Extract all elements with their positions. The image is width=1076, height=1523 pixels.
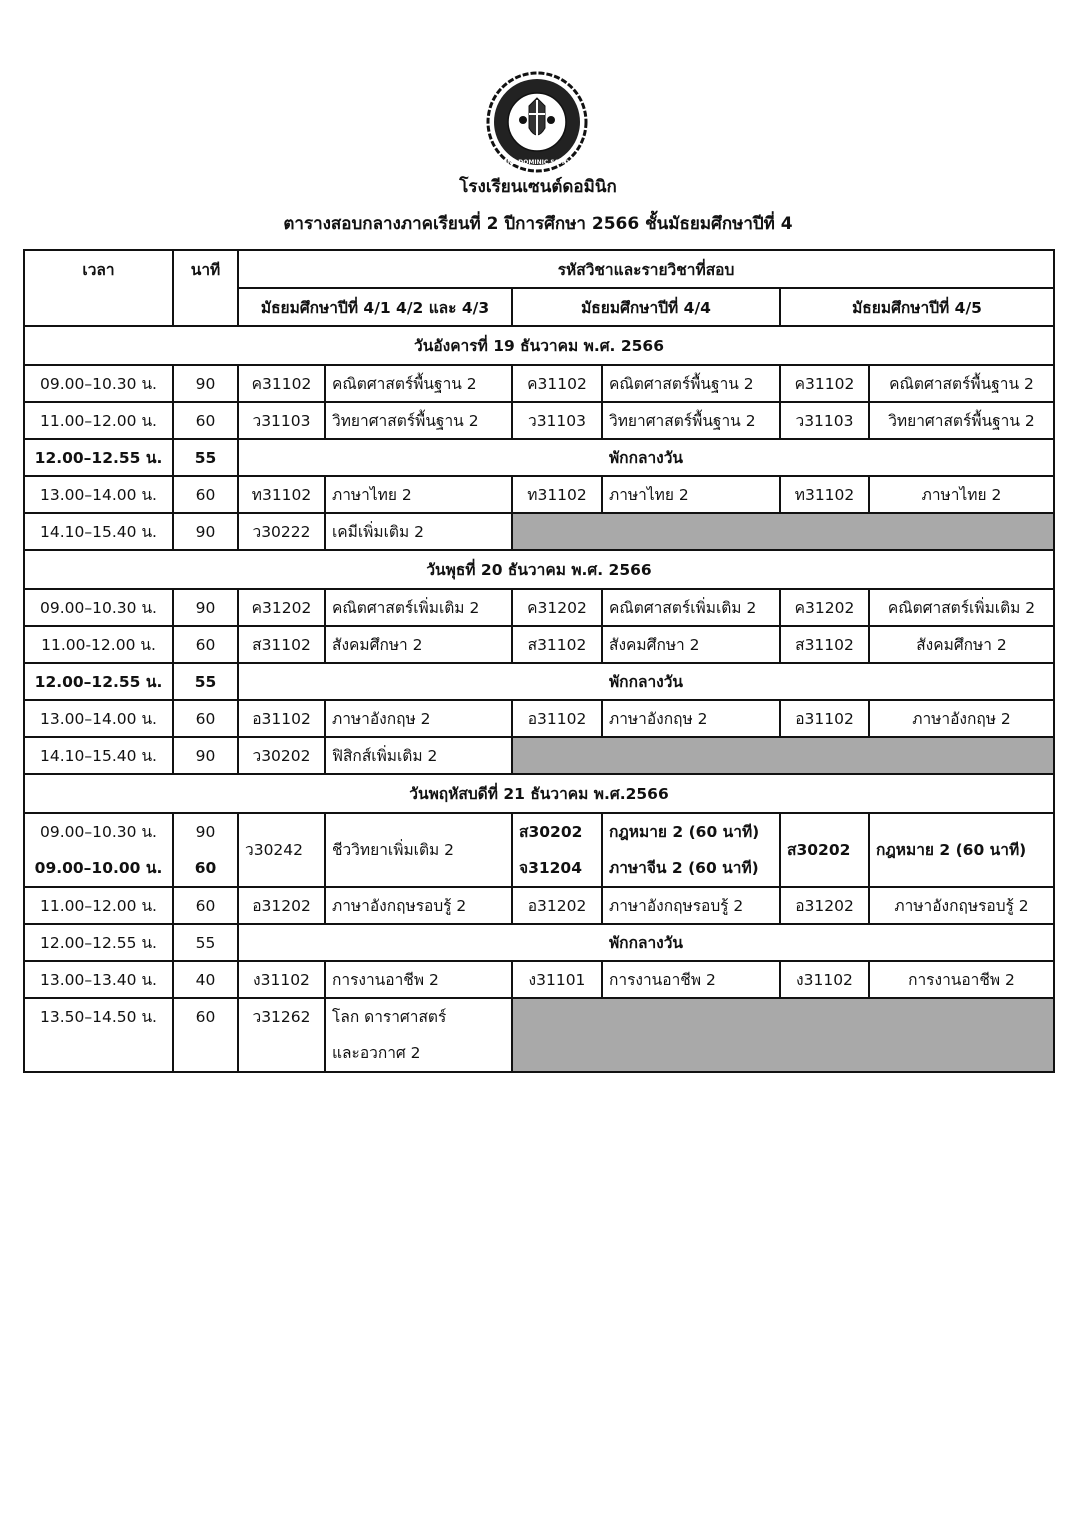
subject-cell-group3-line-1: กฎหมาย 2 (60 นาที) (876, 841, 1027, 859)
exam-title: ตารางสอบกลางภาคเรียนที่ 2 ปีการศึกษา 2566 ชั้นมัธยมศึกษาปีที่ 4 (283, 214, 793, 234)
code-cell-group2 (512, 813, 602, 887)
time-cell: 11.00–12.00 น. (24, 887, 173, 924)
time-cell-line-1: 09.00–10.30 น. (40, 823, 157, 841)
table-row (24, 513, 1054, 550)
subject-cell-group3: ภาษาไทย 2 (869, 476, 1054, 513)
table-row (24, 402, 1054, 439)
no-exam-shaded-cell (512, 513, 1054, 550)
code-cell-group3: ท31102 (780, 476, 869, 513)
minutes-cell: 60 (173, 700, 238, 737)
code-cell-group1: อ31202 (238, 887, 325, 924)
subject-cell-group1 (325, 998, 512, 1072)
subject-cell-group2: ภาษาไทย 2 (602, 476, 780, 513)
code-cell-group3: ค31102 (780, 365, 869, 402)
time-cell: 12.00–12.55 น. (24, 663, 173, 700)
table-row (24, 476, 1054, 513)
subject-cell-group2-line-2: ภาษาจีน 2 (60 นาที) (609, 859, 759, 877)
exam-schedule-table (23, 249, 1055, 1073)
code-cell-group3: อ31102 (780, 700, 869, 737)
minutes-cell: 55 (173, 663, 238, 700)
code-cell-group2: ท31102 (512, 476, 602, 513)
subject-cell-group3 (869, 813, 1054, 887)
table-row (24, 961, 1054, 998)
col-header-minutes: นาที (173, 250, 238, 326)
col-header-subjects: รหัสวิชาและรายวิชาที่สอบ (238, 250, 1054, 288)
code-cell-group2-line-2: จ31204 (519, 859, 583, 877)
code-cell-group1: อ31102 (238, 700, 325, 737)
minutes-cell-line-2: 60 (194, 859, 217, 877)
subject-cell-group3: วิทยาศาสตร์พื้นฐาน 2 (869, 402, 1054, 439)
minutes-cell: 60 (173, 998, 238, 1072)
code-cell-group3: ส31102 (780, 626, 869, 663)
code-cell-group3: ง31102 (780, 961, 869, 998)
col-header-time: เวลา (24, 250, 173, 326)
subject-cell-group1: สังคมศึกษา 2 (325, 626, 512, 663)
time-cell: 11.00–12.00 น. (24, 402, 173, 439)
code-cell-group2: ค31102 (512, 365, 602, 402)
code-cell-group1: ว30222 (238, 513, 325, 550)
minutes-cell: 90 (173, 737, 238, 774)
subject-cell-group3: การงานอาชีพ 2 (869, 961, 1054, 998)
code-cell-group1: ท31102 (238, 476, 325, 513)
subject-cell-group2: วิทยาศาสตร์พื้นฐาน 2 (602, 402, 780, 439)
code-cell-group2-line-1: ส30202 (519, 823, 583, 841)
table-row (24, 365, 1054, 402)
code-cell-group1 (238, 813, 325, 887)
code-cell-group1: ส31102 (238, 626, 325, 663)
group-header-2: มัธยมศึกษาปีที่ 4/4 (512, 288, 780, 326)
school-name: โรงเรียนเซนต์ดอมินิก (459, 177, 617, 197)
subject-cell-group1: วิทยาศาสตร์พื้นฐาน 2 (325, 402, 512, 439)
minutes-cell: 60 (173, 476, 238, 513)
day-header: วันพฤหัสบดีที่ 21 ธันวาคม พ.ศ.2566 (24, 774, 1054, 813)
table-row (24, 737, 1054, 774)
time-cell: 14.10–15.40 น. (24, 737, 173, 774)
subject-cell-group1-line-1: ชีววิทยาเพิ่มเติม 2 (332, 841, 455, 859)
minutes-cell: 60 (173, 626, 238, 663)
code-cell-group1: ว31103 (238, 402, 325, 439)
subject-cell-group2: การงานอาชีพ 2 (602, 961, 780, 998)
time-cell: 12.00–12.55 น. (24, 439, 173, 476)
subject-cell-group1: การงานอาชีพ 2 (325, 961, 512, 998)
code-cell-group3: ค31202 (780, 589, 869, 626)
group-header-3: มัธยมศึกษาปีที่ 4/5 (780, 288, 1054, 326)
subject-cell-group2: คณิตศาสตร์เพิ่มเติม 2 (602, 589, 780, 626)
code-cell-group2: อ31102 (512, 700, 602, 737)
svg-text:SAINT DOMINIC SCHOOL: SAINT DOMINIC SCHOOL (495, 159, 579, 166)
school-logo (485, 70, 589, 174)
time-cell: 11.00-12.00 น. (24, 626, 173, 663)
subject-cell-group1: คณิตศาสตร์พื้นฐาน 2 (325, 365, 512, 402)
table-row (24, 887, 1054, 924)
table-row (24, 700, 1054, 737)
subject-cell-group3: ภาษาอังกฤษ 2 (869, 700, 1054, 737)
no-exam-shaded-cell (512, 737, 1054, 774)
table-row (24, 924, 1054, 961)
code-cell-group1: ค31102 (238, 365, 325, 402)
subject-cell-group2: คณิตศาสตร์พื้นฐาน 2 (602, 365, 780, 402)
subject-cell-group1: ภาษาอังกฤษรอบรู้ 2 (325, 887, 512, 924)
subject-cell-group3: สังคมศึกษา 2 (869, 626, 1054, 663)
minutes-cell: 90 (173, 365, 238, 402)
code-cell-group2: อ31202 (512, 887, 602, 924)
code-cell-group3 (780, 813, 869, 887)
subject-cell-group1: ฟิสิกส์เพิ่มเติม 2 (325, 737, 512, 774)
time-cell: 13.00–14.00 น. (24, 700, 173, 737)
table-row (24, 589, 1054, 626)
code-cell-group1-line-1: ว30242 (245, 841, 304, 859)
minutes-cell: 40 (173, 961, 238, 998)
subject-cell-group2 (602, 813, 780, 887)
time-cell: 13.50–14.50 น. (24, 998, 173, 1072)
lunch-break: พักกลางวัน (238, 924, 1054, 961)
minutes-cell: 90 (173, 513, 238, 550)
day-header: วันอังคารที่ 19 ธันวาคม พ.ศ. 2566 (24, 326, 1054, 365)
minutes-cell: 55 (173, 924, 238, 961)
time-cell: 13.00–13.40 น. (24, 961, 173, 998)
code-cell-group2: ส31102 (512, 626, 602, 663)
minutes-cell: 90 (173, 589, 238, 626)
code-cell-group1: ค31202 (238, 589, 325, 626)
code-cell-group1: ว30202 (238, 737, 325, 774)
code-cell-group2: ง31101 (512, 961, 602, 998)
subject-cell-group2: ภาษาอังกฤษรอบรู้ 2 (602, 887, 780, 924)
table-row (24, 998, 1054, 1072)
minutes-cell: 55 (173, 439, 238, 476)
table-row (24, 626, 1054, 663)
time-cell: 09.00–10.30 น. (24, 365, 173, 402)
table-row (24, 813, 1054, 887)
code-cell-group3: อ31202 (780, 887, 869, 924)
subject-cell-group1: คณิตศาสตร์เพิ่มเติม 2 (325, 589, 512, 626)
subject-cell-group2-line-1: กฎหมาย 2 (60 นาที) (609, 823, 760, 841)
no-exam-shaded-cell (512, 998, 1054, 1072)
time-cell: 12.00–12.55 น. (24, 924, 173, 961)
lunch-break: พักกลางวัน (238, 439, 1054, 476)
code-cell-group2: ว31103 (512, 402, 602, 439)
code-cell-group3: ว31103 (780, 402, 869, 439)
table-row (24, 663, 1054, 700)
code-cell-group1: ว31262 (238, 998, 325, 1072)
day-header: วันพุธที่ 20 ธันวาคม พ.ศ. 2566 (24, 550, 1054, 589)
lunch-break: พักกลางวัน (238, 663, 1054, 700)
subject-cell-group3: คณิตศาสตร์เพิ่มเติม 2 (869, 589, 1054, 626)
time-cell: 13.00–14.00 น. (24, 476, 173, 513)
subject-cell-group3: คณิตศาสตร์พื้นฐาน 2 (869, 365, 1054, 402)
time-cell: 09.00–10.30 น. (24, 589, 173, 626)
minutes-cell-line-1: 90 (195, 823, 216, 841)
time-cell (24, 813, 173, 887)
code-cell-group2: ค31202 (512, 589, 602, 626)
subject-cell-group1: เคมีเพิ่มเติม 2 (325, 513, 512, 550)
minutes-cell (173, 813, 238, 887)
group-header-1: มัธยมศึกษาปีที่ 4/1 4/2 และ 4/3 (238, 288, 512, 326)
subject-cell-group1: ภาษาอังกฤษ 2 (325, 700, 512, 737)
table-row (24, 439, 1054, 476)
subject-cell-group1: ภาษาไทย 2 (325, 476, 512, 513)
code-cell-group3-line-1: ส30202 (787, 841, 851, 859)
minutes-cell: 60 (173, 887, 238, 924)
subject-cell-group1-line-1: โลก ดาราศาสตร์ (332, 1008, 447, 1026)
time-cell-line-2: 09.00–10.00 น. (34, 859, 163, 877)
subject-cell-group1-line-2: และอวกาศ 2 (332, 1044, 421, 1062)
time-cell: 14.10–15.40 น. (24, 513, 173, 550)
subject-cell-group2: ภาษาอังกฤษ 2 (602, 700, 780, 737)
subject-cell-group1 (325, 813, 512, 887)
minutes-cell: 60 (173, 402, 238, 439)
subject-cell-group3: ภาษาอังกฤษรอบรู้ 2 (869, 887, 1054, 924)
subject-cell-group2: สังคมศึกษา 2 (602, 626, 780, 663)
code-cell-group1: ง31102 (238, 961, 325, 998)
